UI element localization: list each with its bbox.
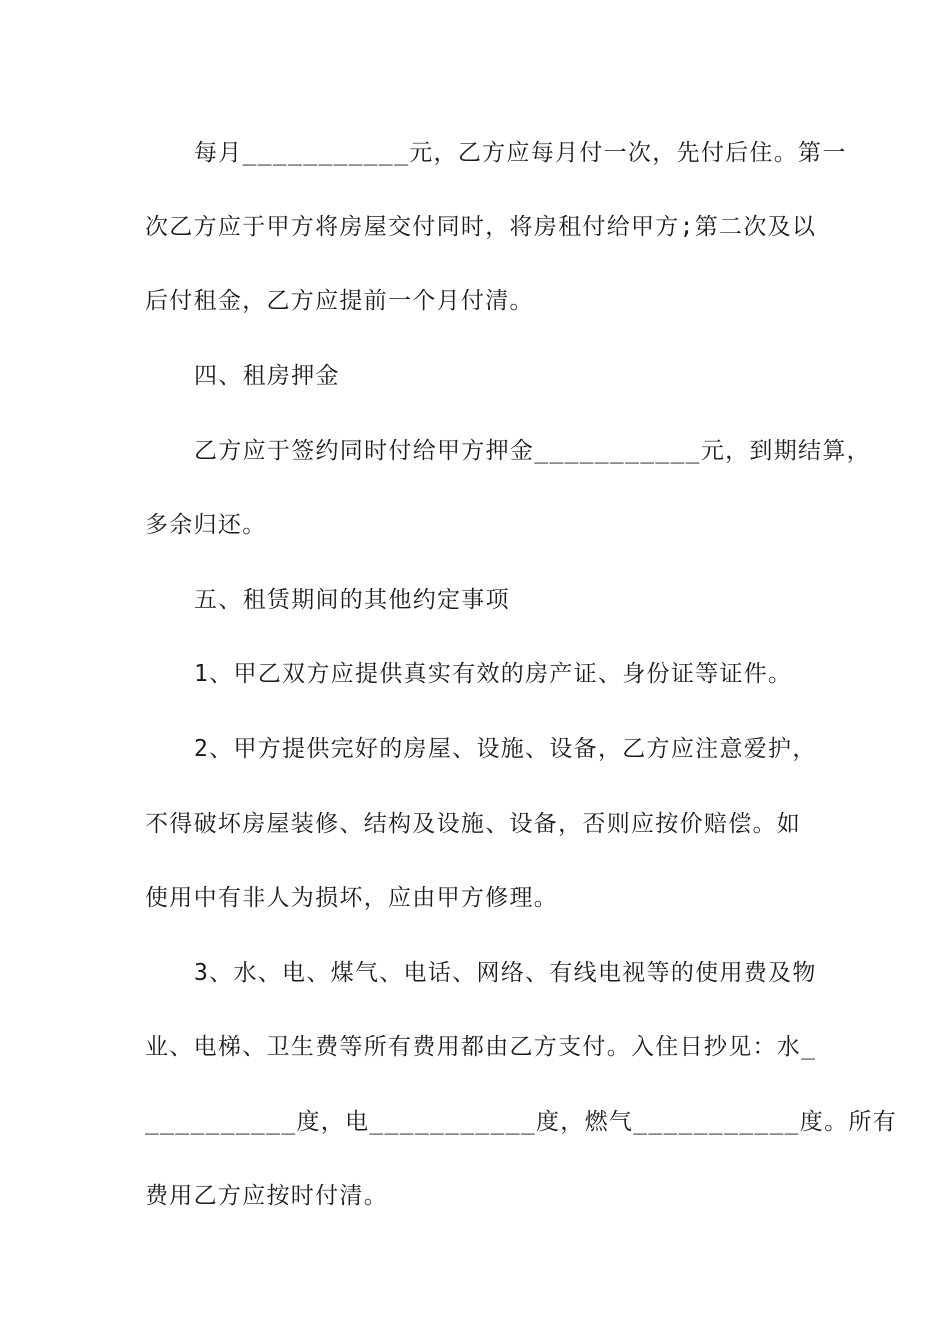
clause-2-line-1: 2、甲方提供完好的房屋、设施、设备，乙方应注意爱护，: [194, 736, 817, 762]
deposit-line-2: 多余归还。: [145, 512, 267, 538]
clause-2-line-3: 使用中有非人为损坏，应由甲方修理。: [145, 885, 559, 911]
section-heading-other-terms: 五、租赁期间的其他约定事项: [194, 587, 510, 613]
section-heading-deposit: 四、租房押金: [194, 363, 340, 389]
rent-payment-line-2: 次乙方应于甲方将房屋交付同时，将房租付给甲方;第二次及以: [145, 214, 817, 240]
rent-payment-line-1: 每月___________元，乙方应每月付一次，先付后住。第一: [194, 140, 847, 166]
deposit-line-1: 乙方应于签约同时付给甲方押金___________元，到期结算，: [194, 438, 871, 464]
clause-3-line-2: 业、电梯、卫生费等所有费用都由乙方支付。入住日抄见：水_: [145, 1034, 817, 1060]
clause-1-line-1: 1、甲乙双方应提供真实有效的房产证、身份证等证件。: [194, 661, 793, 687]
clause-2-line-2: 不得破坏房屋装修、结构及设施、设备，否则应按价赔偿。如: [145, 811, 802, 837]
rent-payment-line-3: 后付租金，乙方应提前一个月付清。: [145, 288, 534, 314]
clause-3-line-1: 3、水、电、煤气、电话、网络、有线电视等的使用费及物: [194, 960, 817, 986]
clause-3-line-4: 费用乙方应按时付清。: [145, 1183, 388, 1209]
clause-3-line-3: __________度，电___________度，燃气___________度。所有: [145, 1109, 898, 1135]
